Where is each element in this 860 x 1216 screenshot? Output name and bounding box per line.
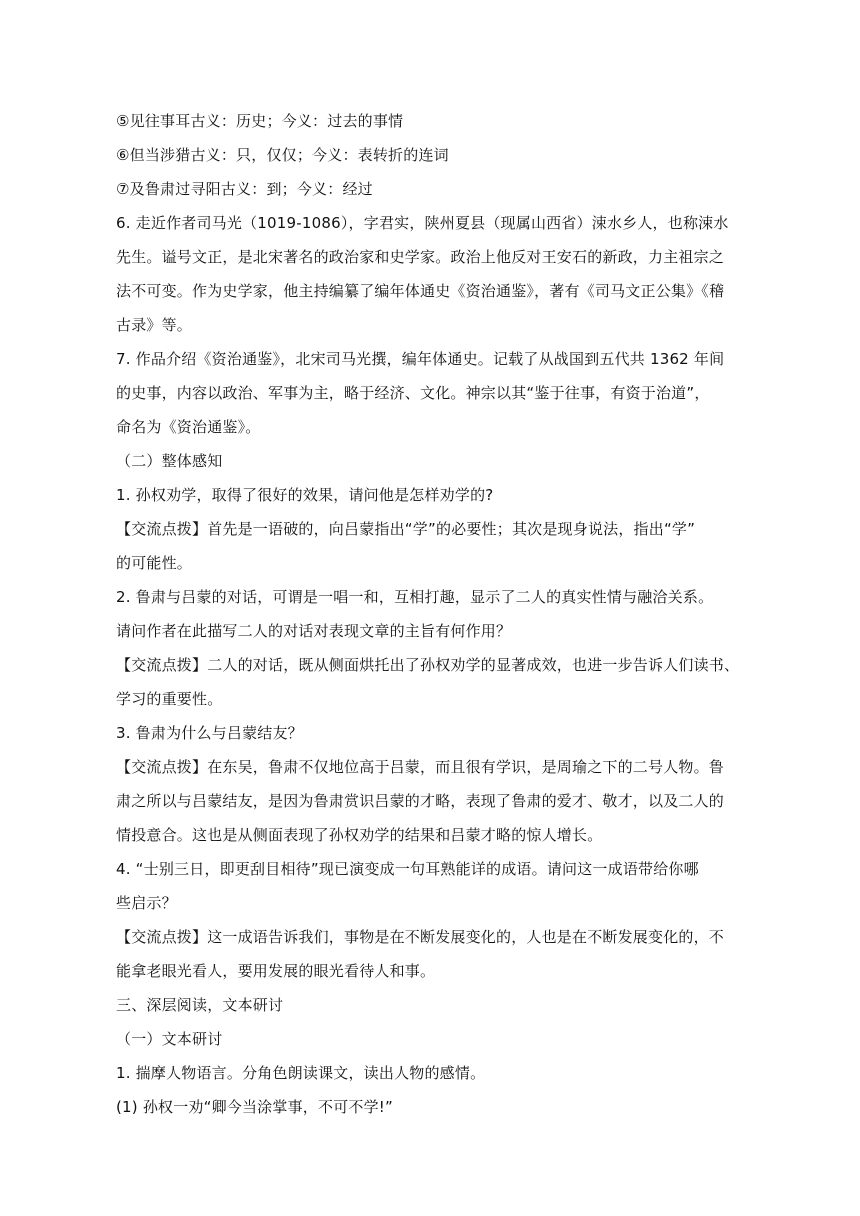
text-line: 的可能性。 [116, 554, 193, 572]
text-line: 能拿老眼光看人，要用发展的眼光看待人和事。 [116, 962, 436, 980]
answer-line: 【交流点拨】这一成语告诉我们，事物是在不断发展变化的，人也是在不断发展变化的，不 [116, 928, 725, 946]
section-heading: 三、深层阅读，文本研讨 [116, 996, 284, 1014]
text-line: 法不可变。作为史学家，他主持编纂了编年体通史《资治通鉴》，著有《司马文正公集》《稽 [116, 282, 725, 300]
text-line: 先生。谥号文正，是北宋著名的政治家和史学家。政治上他反对王安石的新政，力主祖宗之 [116, 248, 725, 266]
question-line: 1. 孙权劝学，取得了很好的效果，请问他是怎样劝学的? [116, 486, 494, 504]
text-line: (1) 孙权一劝“卿今当涂掌事，不可不学!” [116, 1098, 393, 1116]
document-page [116, 104, 740, 1124]
text-line: ⑤见往事耳古义：历史；今义：过去的事情 [116, 112, 404, 130]
text-line: 肃之所以与吕蒙结友，是因为鲁肃赏识吕蒙的才略，表现了鲁肃的爱才、敬才，以及二人的 [116, 792, 725, 810]
subsection-heading: （一）文本研讨 [116, 1030, 223, 1048]
answer-line: 【交流点拨】在东吴，鲁肃不仅地位高于吕蒙，而且很有学识，是周瑜之下的二号人物。鲁 [116, 758, 725, 776]
question-line: 3. 鲁肃为什么与吕蒙结友？ [116, 724, 303, 742]
answer-line: 【交流点拨】二人的对话，既从侧面烘托出了孙权劝学的显著成效，也进一步告诉人们读书、 [116, 656, 740, 674]
text-line: 古录》等。 [116, 316, 193, 334]
text-line: ⑦及鲁肃过寻阳古义：到；今义：经过 [116, 180, 373, 198]
text-line: 学习的重要性。 [116, 690, 223, 708]
text-line: ⑥但当涉猎古义：只，仅仅；今义：表转折的连词 [116, 146, 449, 164]
text-line: 命名为《资治通鉴》。 [116, 418, 261, 436]
text-line: 请问作者在此描写二人的对话对表现文章的主旨有何作用？ [116, 622, 512, 640]
text-line: 些启示？ [116, 894, 177, 912]
section-heading: （二）整体感知 [116, 452, 223, 470]
text-line: 情投意合。这也是从侧面表现了孙权劝学的结果和吕蒙才略的惊人增长。 [116, 826, 603, 844]
question-line: 2. 鲁肃与吕蒙的对话，可谓是一唱一和，互相打趣，显示了二人的真实性情与融洽关系。 [116, 588, 714, 606]
question-line: 1. 揣摩人物语言。分角色朗读课文，读出人物的感情。 [116, 1064, 486, 1082]
text-line: 的史事，内容以政治、军事为主，略于经济、文化。神宗以其“鉴于往事，有资于治道”， [116, 384, 710, 402]
answer-line: 【交流点拨】首先是一语破的，向吕蒙指出“学”的必要性；其次是现身说法，指出“学” [116, 520, 696, 538]
text-line: 6. 走近作者司马光（1019-1086），字君实，陕州夏县（现属山西省）涑水乡人，也称涑水 [116, 214, 729, 232]
text-line: 7. 作品介绍《资治通鉴》，北宋司马光撰，编年体通史。记载了从战国到五代共 1362 年间 [116, 350, 725, 368]
question-line: 4. “士别三日，即更刮目相待”现已演变成一句耳熟能详的成语。请问这一成语带给你哪 [116, 860, 699, 878]
